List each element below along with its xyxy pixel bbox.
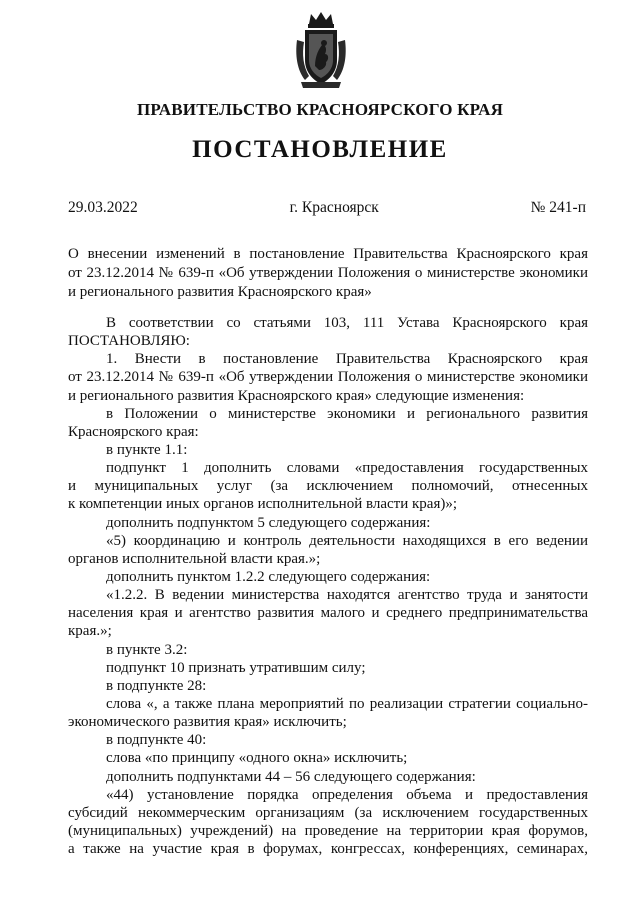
body-line: края.»; xyxy=(68,623,112,640)
body-line: «1.2.2. В ведении министерства находятся агентство труда и занятости xyxy=(106,587,588,604)
krasnoyarsk-krai-coat-of-arms-icon xyxy=(293,10,349,90)
body-line: ПОСТАНОВЛЯЮ: xyxy=(68,333,190,350)
document-body xyxy=(68,314,588,858)
body-line: населения края и агентство развития малого и среднего предпринимательства xyxy=(68,605,588,622)
body-line: Красноярского края: xyxy=(68,423,199,440)
body-line: В соответствии со статьями 103, 111 Устава Красноярского края xyxy=(106,315,588,331)
subject-line: и регионального развития Красноярского края» xyxy=(68,284,372,300)
document-meta-row xyxy=(68,199,586,217)
document-city: г. Красноярск xyxy=(289,199,379,216)
body-line: экономического развития края» исключить; xyxy=(68,714,347,731)
subject-line: О внесении изменений в постановление Правительства Красноярского края xyxy=(68,246,588,262)
body-line: дополнить подпунктом 5 следующего содержания: xyxy=(106,514,431,531)
body-line: слова «по принципу «одного окна» исключить; xyxy=(106,750,408,767)
body-line: к компетенции иных органов исполнительной власти края)»; xyxy=(68,496,458,513)
body-line: и муниципальных услуг (за исключением полномочий, отнесенных xyxy=(68,478,588,495)
body-line: (муниципальных) учреждений) на проведение на территории края форумов, xyxy=(68,822,588,839)
body-line: в пункте 3.2: xyxy=(106,641,188,658)
government-name: ПРАВИТЕЛЬСТВО КРАСНОЯРСКОГО КРАЯ xyxy=(136,100,504,119)
body-line: в Положении о министерстве экономики и регионального развития xyxy=(106,405,588,422)
body-line: в подпункте 28: xyxy=(106,677,207,694)
body-line: органов исполнительной власти края.»; xyxy=(68,550,321,567)
body-line: «44) установление порядка определения объема и предоставления xyxy=(106,786,588,803)
body-line: в пункте 1.1: xyxy=(106,441,188,458)
document-type-title: ПОСТАНОВЛЕНИЕ xyxy=(192,136,448,163)
body-line: дополнить пунктом 1.2.2 следующего содержания: xyxy=(106,568,431,585)
body-line: слова «, а также плана мероприятий по реализации стратегии социально- xyxy=(106,695,588,712)
body-line: дополнить подпунктами 44 – 56 следующего содержания: xyxy=(106,768,476,785)
body-line: подпункт 1 дополнить словами «предоставления государственных xyxy=(106,460,588,477)
body-line: подпункт 10 признать утратившим силу; xyxy=(106,659,366,676)
body-line: и регионального развития Красноярского края» следующие изменения: xyxy=(68,387,525,404)
body-line: «5) координацию и контроль деятельности находящихся в его ведении xyxy=(106,532,588,549)
document-subject xyxy=(68,245,588,302)
body-line: субсидий некоммерческим организациям (за исключением государственных xyxy=(68,804,588,821)
body-line: от 23.12.2014 № 639-п «Об утверждении Положения о министерстве экономики xyxy=(68,369,588,386)
document-number: № 241-п xyxy=(530,199,586,216)
body-line: а также на участие края в форумах, конгрессах, конференциях, семинарах, xyxy=(68,841,588,858)
subject-line: от 23.12.2014 № 639-п «Об утверждении Положения о министерстве экономики xyxy=(68,265,588,281)
body-line: 1. Внести в постановление Правительства Красноярского края xyxy=(106,351,588,368)
document-date: 29.03.2022 xyxy=(68,199,138,216)
body-line: в подпункте 40: xyxy=(106,732,207,749)
